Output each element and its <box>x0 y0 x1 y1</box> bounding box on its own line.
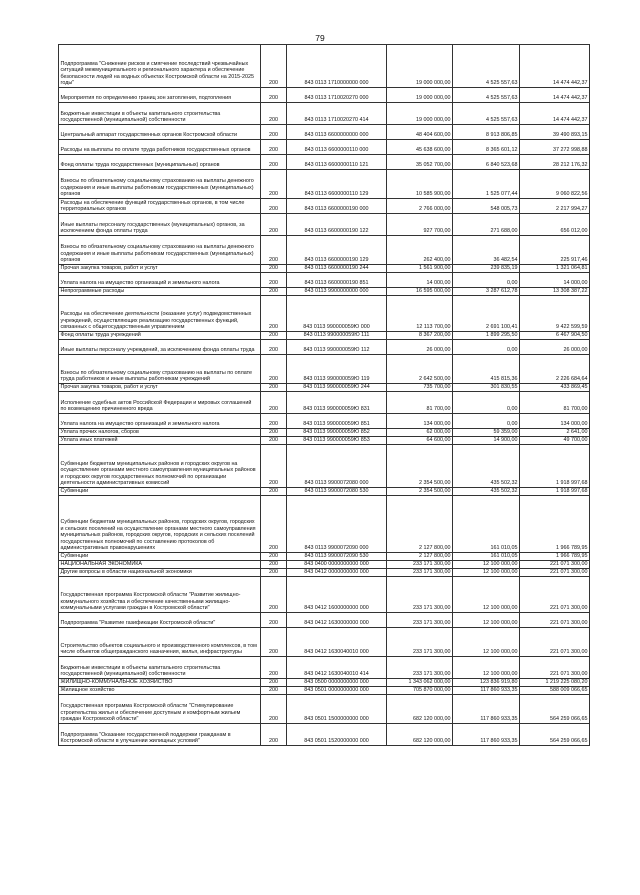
row-remaining-cell: 221 071 300,00 <box>520 561 590 569</box>
table-row <box>59 88 590 103</box>
row-classification-cell: 843 0501 1520000000 000 <box>287 724 387 746</box>
row-code-cell: 200 <box>261 155 287 170</box>
table-row <box>59 437 590 445</box>
row-classification-cell: 843 0113 990000059Ю 112 <box>287 340 387 355</box>
row-classification-cell: 843 0113 9900072080 000 <box>287 445 387 488</box>
row-name-cell: Непрограммные расходы <box>59 288 261 296</box>
row-remaining-cell: 2 641,00 <box>520 429 590 437</box>
row-code-cell: 200 <box>261 265 287 273</box>
row-name-cell: ЖИЛИЩНО-КОММУНАЛЬНОЕ ХОЗЯЙСТВО <box>59 679 261 687</box>
row-executed-cell: 0,00 <box>453 414 520 429</box>
row-remaining-cell: 9 422 599,59 <box>520 296 590 332</box>
row-name-cell: Уплата иных платежей <box>59 437 261 445</box>
row-code-cell: 200 <box>261 340 287 355</box>
row-classification-cell: 843 0113 9900000000 000 <box>287 288 387 296</box>
row-code-cell: 200 <box>261 103 287 125</box>
table-row <box>59 155 590 170</box>
table-row <box>59 429 590 437</box>
table-row <box>59 288 590 296</box>
row-approved-cell: 2 354 500,00 <box>387 488 453 496</box>
row-code-cell: 200 <box>261 613 287 628</box>
row-code-cell: 200 <box>261 687 287 695</box>
row-name-cell: Фонд оплаты труда учреждений <box>59 332 261 340</box>
table-row <box>59 332 590 340</box>
row-executed-cell: 12 100 000,00 <box>453 561 520 569</box>
row-executed-cell: 4 525 557,63 <box>453 103 520 125</box>
row-approved-cell: 233 171 300,00 <box>387 628 453 657</box>
row-name-cell: Взносы по обязательному социальному страхованию на выплаты по оплате труда работников и иные выплаты работникам учреждений <box>59 355 261 384</box>
row-classification-cell: 843 0113 990000059Ю 244 <box>287 384 387 392</box>
row-code-cell: 200 <box>261 140 287 155</box>
row-remaining-cell: 1 321 064,81 <box>520 265 590 273</box>
row-code-cell: 200 <box>261 414 287 429</box>
table-row <box>59 265 590 273</box>
row-code-cell: 200 <box>261 125 287 140</box>
table-row <box>59 488 590 496</box>
row-name-cell: Государственная программа Костромской области "Развитие жилищно-коммунального хозяйства и обеспечение качественными жилищно-коммунальными услугами граждан в Костромской области" <box>59 577 261 613</box>
row-executed-cell: 1 525 077,44 <box>453 170 520 199</box>
row-classification-cell: 843 0501 1500000000 000 <box>287 695 387 724</box>
row-executed-cell: 2 691 100,41 <box>453 296 520 332</box>
row-remaining-cell: 39 490 893,15 <box>520 125 590 140</box>
row-executed-cell: 12 100 000,00 <box>453 569 520 577</box>
table-row <box>59 577 590 613</box>
row-name-cell: Субвенции бюджетам муниципальных районов и городских округов на осуществление органами местного самоуправления муниципальных районов и городских округов государственных полномочий по организации деятельности административных комиссий <box>59 445 261 488</box>
row-remaining-cell: 14 474 442,37 <box>520 88 590 103</box>
row-remaining-cell: 2 217 994,27 <box>520 199 590 214</box>
row-remaining-cell: 9 060 822,56 <box>520 170 590 199</box>
row-classification-cell: 843 0113 6600000190 851 <box>287 273 387 288</box>
row-classification-cell: 843 0113 990000059Ю 851 <box>287 414 387 429</box>
table-body <box>59 45 590 746</box>
row-code-cell: 200 <box>261 170 287 199</box>
row-remaining-cell: 433 869,45 <box>520 384 590 392</box>
row-executed-cell: 12 100 000,00 <box>453 657 520 679</box>
row-approved-cell: 26 000,00 <box>387 340 453 355</box>
table-row <box>59 199 590 214</box>
row-approved-cell: 233 171 300,00 <box>387 613 453 628</box>
row-classification-cell: 843 0113 1710020270 414 <box>287 103 387 125</box>
row-remaining-cell: 1 219 225 080,20 <box>520 679 590 687</box>
row-approved-cell: 64 600,00 <box>387 437 453 445</box>
row-classification-cell: 843 0113 9900072080 530 <box>287 488 387 496</box>
row-executed-cell: 435 502,32 <box>453 488 520 496</box>
row-classification-cell: 843 0113 990000059Ю 853 <box>287 437 387 445</box>
table-row <box>59 340 590 355</box>
row-remaining-cell: 14 000,00 <box>520 273 590 288</box>
row-name-cell: Жилищное хозяйство <box>59 687 261 695</box>
row-approved-cell: 2 354 500,00 <box>387 445 453 488</box>
row-name-cell: Исполнение судебных актов Российской Федерации и мировых соглашений по возмещению причиненного вреда <box>59 392 261 414</box>
row-executed-cell: 8 913 806,85 <box>453 125 520 140</box>
row-executed-cell: 239 835,19 <box>453 265 520 273</box>
table-row <box>59 695 590 724</box>
row-name-cell: Строительство объектов социального и производственного комплексов, в том числе объектов общегражданского назначения, жилья, инфраструктуры <box>59 628 261 657</box>
row-name-cell: Взносы по обязательному социальному страхованию на выплаты денежного содержания и иные выплаты работникам государственных (муниципальных) органов <box>59 236 261 265</box>
table-row <box>59 613 590 628</box>
row-remaining-cell: 13 308 387,22 <box>520 288 590 296</box>
row-remaining-cell: 1 966 789,95 <box>520 496 590 553</box>
row-executed-cell: 161 010,05 <box>453 496 520 553</box>
row-approved-cell: 735 700,00 <box>387 384 453 392</box>
row-executed-cell: 117 860 933,35 <box>453 687 520 695</box>
row-classification-cell: 843 0113 6600000000 000 <box>287 125 387 140</box>
row-code-cell: 200 <box>261 88 287 103</box>
row-classification-cell: 843 0500 0000000000 000 <box>287 679 387 687</box>
table-row <box>59 296 590 332</box>
row-remaining-cell: 221 071 300,00 <box>520 657 590 679</box>
row-code-cell: 200 <box>261 332 287 340</box>
row-classification-cell: 843 0113 9900072090 530 <box>287 553 387 561</box>
row-approved-cell: 2 642 500,00 <box>387 355 453 384</box>
row-classification-cell: 843 0113 990000059Ю 852 <box>287 429 387 437</box>
row-classification-cell: 843 0412 1630040010 000 <box>287 628 387 657</box>
row-classification-cell: 843 0113 6600000110 129 <box>287 170 387 199</box>
row-executed-cell: 0,00 <box>453 273 520 288</box>
row-code-cell: 200 <box>261 496 287 553</box>
row-classification-cell: 843 0412 0000000000 000 <box>287 569 387 577</box>
row-remaining-cell: 2 226 684,64 <box>520 355 590 384</box>
row-remaining-cell: 225 917,46 <box>520 236 590 265</box>
row-classification-cell: 843 0113 6600000110 000 <box>287 140 387 155</box>
row-name-cell: Подпрограмма "Развитие газификации Костромской области" <box>59 613 261 628</box>
table-row <box>59 103 590 125</box>
table-row <box>59 687 590 695</box>
row-approved-cell: 927 700,00 <box>387 214 453 236</box>
row-executed-cell: 4 525 557,63 <box>453 45 520 88</box>
row-approved-cell: 1 561 900,00 <box>387 265 453 273</box>
row-name-cell: Уплата налога на имущество организаций и земельного налога <box>59 273 261 288</box>
table-row <box>59 553 590 561</box>
row-code-cell: 200 <box>261 488 287 496</box>
row-approved-cell: 19 000 000,00 <box>387 45 453 88</box>
row-code-cell: 200 <box>261 429 287 437</box>
row-executed-cell: 435 502,32 <box>453 445 520 488</box>
row-remaining-cell: 1 918 997,68 <box>520 488 590 496</box>
table-row <box>59 45 590 88</box>
row-executed-cell: 301 830,55 <box>453 384 520 392</box>
row-name-cell: Подпрограмма "Снижение рисков и смягчение последствий чрезвычайных ситуаций межмуниципального и регионального характера и обеспечение безопасности людей на водных объектах Костромской области на 2015-2025 годы" <box>59 45 261 88</box>
row-classification-cell: 843 0113 9900072090 000 <box>287 496 387 553</box>
row-approved-cell: 233 171 300,00 <box>387 561 453 569</box>
row-code-cell: 200 <box>261 296 287 332</box>
row-remaining-cell: 564 259 066,65 <box>520 724 590 746</box>
row-approved-cell: 14 000,00 <box>387 273 453 288</box>
row-code-cell: 200 <box>261 45 287 88</box>
row-name-cell: Центральный аппарат государственных органов Костромской области <box>59 125 261 140</box>
row-approved-cell: 682 120 000,00 <box>387 695 453 724</box>
row-approved-cell: 134 000,00 <box>387 414 453 429</box>
row-executed-cell: 12 100 000,00 <box>453 613 520 628</box>
row-name-cell: Подпрограмма "Оказание государственной поддержки гражданам в Костромской области в улучшении жилищных условий" <box>59 724 261 746</box>
row-executed-cell: 117 860 933,35 <box>453 695 520 724</box>
row-remaining-cell: 1 966 789,95 <box>520 553 590 561</box>
row-approved-cell: 2 766 000,00 <box>387 199 453 214</box>
row-code-cell: 200 <box>261 437 287 445</box>
row-approved-cell: 16 595 000,00 <box>387 288 453 296</box>
row-executed-cell: 117 860 933,35 <box>453 724 520 746</box>
row-classification-cell: 843 0113 6600000190 244 <box>287 265 387 273</box>
row-remaining-cell: 14 474 442,37 <box>520 45 590 88</box>
row-executed-cell: 415 815,36 <box>453 355 520 384</box>
row-executed-cell: 0,00 <box>453 340 520 355</box>
row-code-cell: 200 <box>261 577 287 613</box>
row-name-cell: Мероприятия по определению границ зон затопления, подтопления <box>59 88 261 103</box>
row-name-cell: Взносы по обязательному социальному страхованию на выплаты денежного содержания и иные выплаты работникам государственных (муниципальных) органов <box>59 170 261 199</box>
row-executed-cell: 0,00 <box>453 392 520 414</box>
row-classification-cell: 843 0412 1630000000 000 <box>287 613 387 628</box>
row-name-cell: Бюджетные инвестиции в объекты капитального строительства государственной (муниципальной) собственности <box>59 657 261 679</box>
row-classification-cell: 843 0113 1710020270 000 <box>287 88 387 103</box>
table-row <box>59 125 590 140</box>
row-name-cell: Субвенции <box>59 488 261 496</box>
row-executed-cell: 3 287 612,78 <box>453 288 520 296</box>
row-classification-cell: 843 0113 6600000190 122 <box>287 214 387 236</box>
row-name-cell: Фонд оплаты труда государственных (муниципальных) органов <box>59 155 261 170</box>
row-executed-cell: 8 365 601,12 <box>453 140 520 155</box>
row-approved-cell: 233 171 300,00 <box>387 577 453 613</box>
row-classification-cell: 843 0412 1630040010 414 <box>287 657 387 679</box>
row-code-cell: 200 <box>261 724 287 746</box>
row-code-cell: 200 <box>261 657 287 679</box>
table-row <box>59 273 590 288</box>
row-name-cell: Прочая закупка товаров, работ и услуг <box>59 265 261 273</box>
row-classification-cell: 843 0501 0000000000 000 <box>287 687 387 695</box>
row-approved-cell: 2 127 800,00 <box>387 496 453 553</box>
table-row <box>59 628 590 657</box>
row-code-cell: 200 <box>261 199 287 214</box>
row-approved-cell: 1 343 062 000,00 <box>387 679 453 687</box>
row-approved-cell: 262 400,00 <box>387 236 453 265</box>
row-name-cell: Расходы на обеспечение деятельности (оказание услуг) подведомственных учреждений, осуществляющих реализацию государственных функций, связанных с общегосударственным управлением <box>59 296 261 332</box>
table-row <box>59 236 590 265</box>
row-name-cell: Иные выплаты персоналу государственных (муниципальных) органов, за исключением фонда оплаты труда <box>59 214 261 236</box>
row-code-cell: 200 <box>261 561 287 569</box>
budget-execution-table <box>58 44 590 746</box>
page-number: 79 <box>315 33 325 43</box>
row-executed-cell: 161 010,05 <box>453 553 520 561</box>
table-row <box>59 724 590 746</box>
table-row <box>59 392 590 414</box>
row-code-cell: 200 <box>261 214 287 236</box>
row-code-cell: 200 <box>261 569 287 577</box>
row-approved-cell: 81 700,00 <box>387 392 453 414</box>
row-code-cell: 200 <box>261 679 287 687</box>
row-code-cell: 200 <box>261 445 287 488</box>
row-name-cell: Уплата прочих налогов, сборов <box>59 429 261 437</box>
row-executed-cell: 6 840 523,68 <box>453 155 520 170</box>
row-code-cell: 200 <box>261 236 287 265</box>
row-name-cell: Субвенции <box>59 553 261 561</box>
row-name-cell: Расходы на обеспечение функций государственных органов, в том числе территориальных органов <box>59 199 261 214</box>
row-remaining-cell: 656 012,00 <box>520 214 590 236</box>
row-remaining-cell: 81 700,00 <box>520 392 590 414</box>
row-code-cell: 200 <box>261 695 287 724</box>
row-approved-cell: 12 113 700,00 <box>387 296 453 332</box>
row-executed-cell: 59 359,00 <box>453 429 520 437</box>
row-remaining-cell: 134 000,00 <box>520 414 590 429</box>
row-executed-cell: 14 900,00 <box>453 437 520 445</box>
row-approved-cell: 233 171 300,00 <box>387 569 453 577</box>
row-executed-cell: 548 005,73 <box>453 199 520 214</box>
table-row <box>59 140 590 155</box>
row-classification-cell: 843 0113 990000059Ю 111 <box>287 332 387 340</box>
row-name-cell: Бюджетные инвестиции в объекты капитального строительства государственной (муниципальной) собственности <box>59 103 261 125</box>
row-name-cell: Другие вопросы в области национальной экономики <box>59 569 261 577</box>
row-executed-cell: 4 525 557,63 <box>453 88 520 103</box>
row-approved-cell: 233 171 300,00 <box>387 657 453 679</box>
row-name-cell: Расходы на выплаты по оплате труда работников государственных органов <box>59 140 261 155</box>
row-classification-cell: 843 0113 990000059Ю 831 <box>287 392 387 414</box>
row-executed-cell: 123 836 919,80 <box>453 679 520 687</box>
row-code-cell: 200 <box>261 392 287 414</box>
row-approved-cell: 2 127 800,00 <box>387 553 453 561</box>
row-remaining-cell: 26 000,00 <box>520 340 590 355</box>
row-remaining-cell: 221 071 300,00 <box>520 577 590 613</box>
row-code-cell: 200 <box>261 628 287 657</box>
table-row <box>59 414 590 429</box>
row-classification-cell: 843 0113 990000059Ю 119 <box>287 355 387 384</box>
row-remaining-cell: 6 467 904,50 <box>520 332 590 340</box>
row-remaining-cell: 28 212 176,32 <box>520 155 590 170</box>
row-code-cell: 200 <box>261 384 287 392</box>
row-classification-cell: 843 0113 990000059Ю 000 <box>287 296 387 332</box>
row-code-cell: 200 <box>261 355 287 384</box>
row-approved-cell: 35 052 700,00 <box>387 155 453 170</box>
row-remaining-cell: 588 009 066,65 <box>520 687 590 695</box>
row-classification-cell: 843 0113 6600000110 121 <box>287 155 387 170</box>
table-row <box>59 496 590 553</box>
row-remaining-cell: 564 259 066,65 <box>520 695 590 724</box>
row-name-cell: Уплата налога на имущество организаций и земельного налога <box>59 414 261 429</box>
row-approved-cell: 10 585 900,00 <box>387 170 453 199</box>
row-classification-cell: 843 0113 1710000000 000 <box>287 45 387 88</box>
row-executed-cell: 36 482,54 <box>453 236 520 265</box>
row-remaining-cell: 37 272 998,88 <box>520 140 590 155</box>
table-row <box>59 214 590 236</box>
table-row <box>59 561 590 569</box>
row-approved-cell: 48 404 600,00 <box>387 125 453 140</box>
table-row <box>59 384 590 392</box>
row-approved-cell: 682 120 000,00 <box>387 724 453 746</box>
row-code-cell: 200 <box>261 288 287 296</box>
row-name-cell: Иные выплаты персоналу учреждений, за исключением фонда оплаты труда <box>59 340 261 355</box>
row-executed-cell: 12 100 000,00 <box>453 577 520 613</box>
row-name-cell: Государственная программа Костромской области "Стимулирование строительства жилья и обеспечение доступным и комфортным жильем граждан Костромской области" <box>59 695 261 724</box>
row-executed-cell: 1 899 295,50 <box>453 332 520 340</box>
row-name-cell: НАЦИОНАЛЬНАЯ ЭКОНОМИКА <box>59 561 261 569</box>
row-classification-cell: 843 0412 1600000000 000 <box>287 577 387 613</box>
table-row <box>59 170 590 199</box>
row-approved-cell: 8 367 200,00 <box>387 332 453 340</box>
row-executed-cell: 271 688,00 <box>453 214 520 236</box>
table-row <box>59 679 590 687</box>
row-remaining-cell: 14 474 442,37 <box>520 103 590 125</box>
row-remaining-cell: 221 071 300,00 <box>520 613 590 628</box>
row-approved-cell: 705 870 000,00 <box>387 687 453 695</box>
table-row <box>59 569 590 577</box>
row-remaining-cell: 221 071 300,00 <box>520 569 590 577</box>
row-approved-cell: 19 000 000,00 <box>387 88 453 103</box>
row-executed-cell: 12 100 000,00 <box>453 628 520 657</box>
row-name-cell: Субвенции бюджетам муниципальных районов, городских округов, городских и сельских поселений на осуществление органами местного самоуправления муниципальных районов, городских округов, городских и сельских поселений государственных полномочий по составлению протоколов об административных правонарушениях <box>59 496 261 553</box>
table-row <box>59 445 590 488</box>
row-remaining-cell: 221 071 300,00 <box>520 628 590 657</box>
row-approved-cell: 62 000,00 <box>387 429 453 437</box>
table-row <box>59 355 590 384</box>
row-classification-cell: 843 0113 6600000190 129 <box>287 236 387 265</box>
row-classification-cell: 843 0400 0000000000 000 <box>287 561 387 569</box>
row-code-cell: 200 <box>261 553 287 561</box>
row-classification-cell: 843 0113 6600000190 000 <box>287 199 387 214</box>
row-remaining-cell: 1 918 997,68 <box>520 445 590 488</box>
row-code-cell: 200 <box>261 273 287 288</box>
row-approved-cell: 45 638 600,00 <box>387 140 453 155</box>
row-approved-cell: 19 000 000,00 <box>387 103 453 125</box>
row-name-cell: Прочая закупка товаров, работ и услуг <box>59 384 261 392</box>
table-row <box>59 657 590 679</box>
row-remaining-cell: 49 700,00 <box>520 437 590 445</box>
